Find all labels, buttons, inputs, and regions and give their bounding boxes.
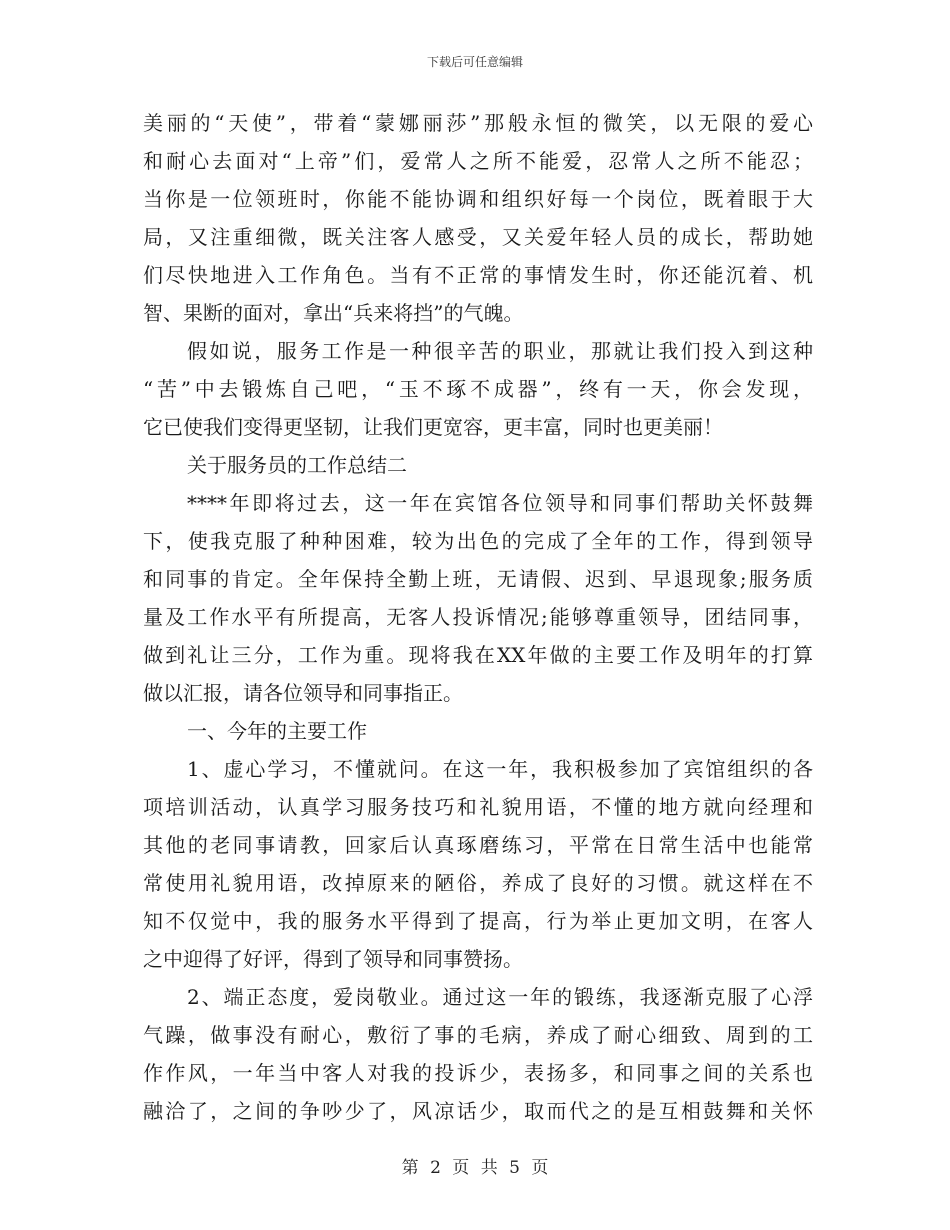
page-number-footer: 第 2 页 共 5 页: [401, 1158, 549, 1178]
text-line: 2、端正态度，爱岗敬业。通过这一年的锻练，我逐渐克服了心浮: [187, 985, 813, 1009]
text-line: 一、今年的主要工作: [187, 719, 367, 743]
text-line: 其他的老同事请教，回家后认真琢磨练习，平常在日常生活中也能常: [143, 833, 813, 857]
text-line: 做以汇报，请各位领导和同事指正。: [143, 681, 463, 705]
text-line: 局，又注重细微，既关注客人感受，又关爱年轻人员的成长，帮助她: [143, 225, 813, 249]
text-line: 美丽的“天使”，带着“蒙娜丽莎”那般永恒的微笑，以无限的爱心: [143, 111, 813, 135]
text-line: ****年即将过去，这一年在宾馆各位领导和同事们帮助关怀鼓舞: [187, 491, 813, 515]
text-line: 们尽快地进入工作角色。当有不正常的事情发生时，你还能沉着、机: [143, 263, 813, 287]
text-line: 融洽了，之间的争吵少了，风凉话少，取而代之的是互相鼓舞和关怀: [143, 1099, 813, 1123]
text-line: 下，使我克服了种种困难，较为出色的完成了全年的工作，得到领导: [143, 529, 813, 553]
text-line: 和同事的肯定。全年保持全勤上班，无请假、迟到、早退现象;服务质: [143, 567, 813, 591]
document-body: [143, 104, 813, 1130]
text-line: 气躁，做事没有耐心，敷衍了事的毛病，养成了耐心细致、周到的工: [143, 1023, 813, 1047]
text-line: 和耐心去面对“上帝”们，爱常人之所不能爱，忍常人之所不能忍；: [143, 149, 813, 173]
text-line: 知不仅觉中，我的服务水平得到了提高，行为举止更加文明，在客人: [143, 909, 813, 933]
text-line: 之中迎得了好评，得到了领导和同事赞扬。: [143, 947, 523, 971]
text-line: 项培训活动，认真学习服务技巧和礼貌用语，不懂的地方就向经理和: [143, 795, 813, 819]
text-line: 1、虚心学习，不懂就问。在这一年，我积极参加了宾馆组织的各: [187, 757, 813, 781]
text-line: 它已使我们变得更坚韧，让我们更宽容，更丰富，同时也更美丽！: [143, 415, 723, 439]
text-line: 做到礼让三分，工作为重。现将我在XX年做的主要工作及明年的打算: [143, 643, 813, 667]
text-line: 当你是一位领班时，你能不能协调和组织好每一个岗位，既着眼于大: [143, 187, 813, 211]
text-line: “苦”中去锻炼自己吧，“玉不琢不成器”，终有一天，你会发现，: [143, 377, 813, 401]
text-line: 智、果断的面对，拿出“兵来将挡”的气魄。: [143, 301, 524, 325]
page-header-note: 下载后可任意编辑: [426, 55, 523, 69]
text-line: 假如说，服务工作是一种很辛苦的职业，那就让我们投入到这种: [187, 339, 813, 363]
text-line: 关于服务员的工作总结二: [187, 453, 407, 477]
text-line: 量及工作水平有所提高，无客人投诉情况;能够尊重领导，团结同事，: [143, 605, 813, 629]
text-line: 常使用礼貌用语，改掉原来的陋俗，养成了良好的习惯。就这样在不: [143, 871, 813, 895]
text-line: 作作风，一年当中客人对我的投诉少，表扬多，和同事之间的关系也: [143, 1061, 813, 1085]
